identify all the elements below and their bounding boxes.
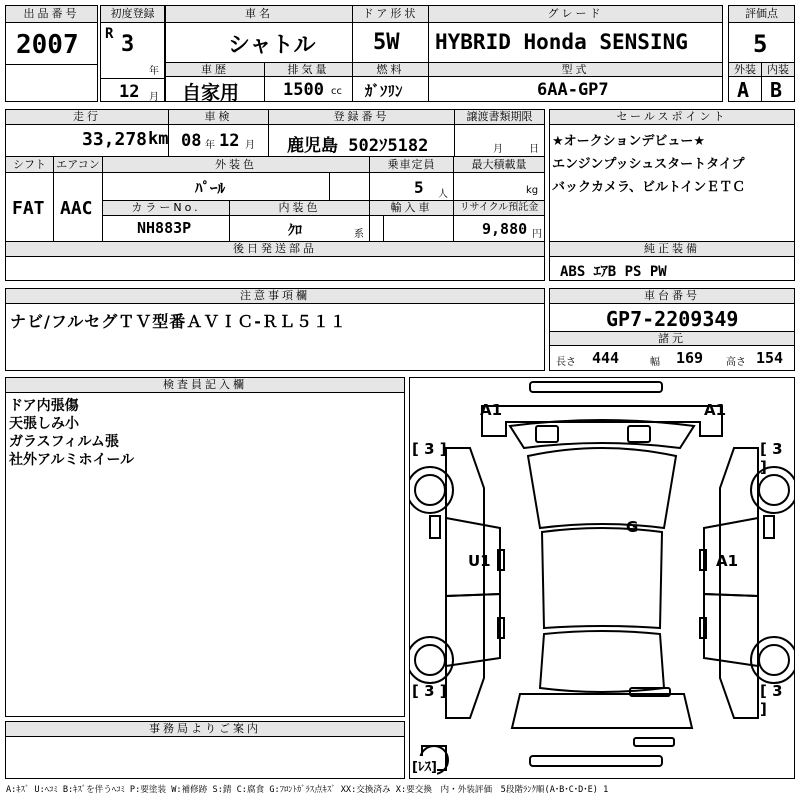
reg-year: 3 bbox=[121, 32, 135, 57]
era: R bbox=[105, 26, 114, 42]
year-unit: 年 bbox=[149, 66, 159, 77]
lot-label: 出品番号 bbox=[6, 6, 97, 23]
length-label: 長さ bbox=[556, 357, 576, 368]
mileage-value: 33,278 bbox=[82, 129, 148, 150]
capacity-label: 乗車定員 bbox=[370, 157, 453, 173]
inspector-line-4: 社外アルミホイール bbox=[9, 452, 135, 468]
recycle-label: リサイクル預託金 bbox=[454, 201, 544, 216]
model-label: 型式 bbox=[429, 63, 722, 77]
color-no-label: カラーNo. bbox=[103, 201, 229, 216]
first-registration-box bbox=[100, 5, 165, 102]
inspection-year-unit: 年 bbox=[205, 140, 215, 151]
inspector-line-2: 天張しみ小 bbox=[9, 416, 79, 432]
reg-month: 12 bbox=[119, 82, 140, 102]
damage-mark-left-door: U1 bbox=[468, 552, 491, 570]
interior-color-unit: 系 bbox=[354, 229, 364, 240]
fuel-box bbox=[352, 62, 429, 102]
doors-value: 5W bbox=[373, 30, 400, 55]
equipment-box bbox=[549, 241, 795, 281]
shift-box bbox=[5, 156, 54, 242]
height-label: 高さ bbox=[726, 357, 746, 368]
color-label: 外装色 bbox=[103, 157, 369, 173]
sales-points-label: セールスポイント bbox=[550, 110, 794, 125]
height-value: 154 bbox=[756, 349, 784, 367]
exterior-label: 外装 bbox=[729, 63, 761, 77]
shift-value: FAT bbox=[12, 198, 45, 219]
interior-box bbox=[761, 62, 795, 102]
transfer-box bbox=[454, 109, 545, 157]
plate-label: 登録番号 bbox=[269, 110, 454, 125]
lot-box bbox=[5, 5, 98, 102]
inspector-box bbox=[5, 377, 405, 717]
length-value: 444 bbox=[592, 349, 620, 367]
damage-mark-right-door: A1 bbox=[716, 552, 739, 570]
damage-legend: A:ｷｽﾞ U:ﾍｺﾐ B:ｷｽﾞを伴うﾍｺﾐ P:要塗装 W:補修跡 S:錆 C:腐食 G:ﾌﾛﾝﾄｶﾞﾗｽ点ｷｽﾞ XX:交換済み X:要交換 内・外装評価 5段階ﾗﾝｸ順(A･B･C･D･E) 1 bbox=[6, 785, 609, 795]
capacity-unit: 人 bbox=[438, 189, 448, 200]
exterior-box bbox=[728, 62, 762, 102]
office-label: 事務局よりご案内 bbox=[6, 722, 404, 737]
caution-value: ナビ/フルセグＴＶ型番ＡＶＩＣ-ＲＬ５１１ bbox=[10, 312, 347, 331]
load-unit: kg bbox=[526, 185, 539, 196]
color-no-box bbox=[102, 200, 230, 242]
recycle-value: 9,880 bbox=[482, 220, 528, 238]
damage-mark-right-rear-wheel: [ 3 ] bbox=[760, 682, 783, 718]
office-box bbox=[5, 721, 405, 779]
inspection-box bbox=[168, 109, 269, 157]
history-value: 自家用 bbox=[182, 82, 240, 104]
doors-box bbox=[352, 5, 429, 63]
inspection-label: 車検 bbox=[169, 110, 268, 125]
score-box bbox=[728, 5, 795, 63]
damage-mark-front-left: A1 bbox=[480, 401, 503, 419]
interior-label: 内装 bbox=[762, 63, 794, 77]
displacement-box bbox=[264, 62, 353, 102]
sales-point-2: エンジンプッシュスタートタイプ bbox=[552, 157, 745, 172]
aircon-value: AAC bbox=[60, 198, 93, 219]
damage-mark-left-front-wheel: [ 3 ] bbox=[412, 440, 447, 458]
inspection-year: 08 bbox=[181, 131, 202, 151]
equipment-label: 純正装備 bbox=[550, 242, 794, 257]
displacement-unit: cc bbox=[331, 86, 342, 97]
spare-tire-mark: [ﾚｽ] bbox=[412, 756, 437, 775]
inspection-month: 12 bbox=[219, 131, 240, 151]
displacement-label: 排気量 bbox=[265, 63, 352, 77]
lot-number: 2007 bbox=[16, 30, 79, 60]
name-label: 車名 bbox=[166, 6, 352, 23]
mileage-label: 走行 bbox=[6, 110, 168, 125]
name-box bbox=[165, 5, 353, 63]
later-parts-label: 後日発送部品 bbox=[6, 242, 544, 257]
later-parts-box bbox=[5, 241, 545, 281]
interior-color-label: 内装色 bbox=[230, 201, 369, 216]
recycle-box bbox=[453, 200, 545, 242]
chassis-box bbox=[549, 288, 795, 371]
interior-grade: B bbox=[770, 78, 783, 102]
load-label: 最大積載量 bbox=[454, 157, 544, 173]
width-label: 幅 bbox=[650, 357, 660, 368]
color-no-value: NH883P bbox=[137, 219, 192, 237]
interior-color-box bbox=[229, 200, 370, 242]
grade-box bbox=[428, 5, 723, 63]
transfer-label: 譲渡書類期限 bbox=[455, 110, 544, 125]
sales-points-box bbox=[549, 109, 795, 244]
history-box bbox=[165, 62, 265, 102]
transfer-day-unit: 日 bbox=[529, 144, 539, 155]
chassis-value: GP7-2209349 bbox=[606, 307, 739, 331]
recycle-unit: 円 bbox=[532, 229, 542, 240]
caution-label: 注意事項欄 bbox=[6, 289, 544, 304]
month-unit: 月 bbox=[149, 92, 159, 103]
model-box bbox=[428, 62, 723, 102]
damage-mark-right-front-wheel: [ 3 ] bbox=[760, 440, 783, 476]
grade-value: HYBRID Honda SENSING bbox=[435, 30, 688, 54]
car-name: シャトル bbox=[228, 33, 316, 58]
import-box bbox=[369, 200, 454, 242]
plate-box bbox=[268, 109, 455, 157]
inspection-month-unit: 月 bbox=[245, 140, 255, 151]
sales-point-1: ★オークションデビュー★ bbox=[552, 134, 706, 149]
color-value: ﾊﾟｰﾙ bbox=[195, 179, 226, 197]
damage-mark-windshield: G bbox=[626, 518, 639, 536]
inspector-line-3: ガラスフィルム張 bbox=[9, 434, 119, 450]
color-box bbox=[102, 156, 370, 201]
displacement-value: 1500 bbox=[283, 80, 324, 100]
aircon-box bbox=[53, 156, 103, 242]
first-reg-label: 初度登録 bbox=[101, 6, 164, 23]
exterior-grade: A bbox=[737, 78, 750, 102]
damage-mark-left-rear-wheel: [ 3 ] bbox=[412, 682, 447, 700]
load-box bbox=[453, 156, 545, 201]
transfer-month-unit: 月 bbox=[493, 144, 503, 155]
chassis-label: 車台番号 bbox=[550, 289, 794, 304]
mileage-box bbox=[5, 109, 169, 157]
model-value: 6AA-GP7 bbox=[537, 80, 609, 100]
import-label: 輸入車 bbox=[370, 201, 453, 216]
grade-label: グレード bbox=[429, 6, 722, 23]
history-label: 車歴 bbox=[166, 63, 264, 77]
inspector-label: 検査員記入欄 bbox=[6, 378, 404, 393]
capacity-value: 5 bbox=[414, 178, 424, 197]
equipment-value: ABS ｴｱB PS PW bbox=[560, 264, 667, 280]
spec-label: 諸元 bbox=[550, 331, 794, 346]
inspector-line-1: ドア内張傷 bbox=[9, 398, 79, 414]
fuel-label: 燃料 bbox=[353, 63, 428, 77]
fuel-value: ｶﾞｿﾘﾝ bbox=[365, 82, 403, 100]
capacity-box bbox=[369, 156, 454, 201]
aircon-label: エアコン bbox=[54, 157, 102, 173]
caution-box bbox=[5, 288, 545, 371]
car-diagram bbox=[410, 378, 794, 778]
shift-label: シフト bbox=[6, 157, 53, 173]
score-label: 評価点 bbox=[729, 6, 794, 23]
car-diagram-box bbox=[409, 377, 795, 779]
sales-point-3: バックカメラ、ビルトインＥＴＣ bbox=[552, 180, 746, 195]
plate-value: 鹿児島 502ｿ5182 bbox=[287, 136, 429, 156]
doors-label: ドア形状 bbox=[353, 6, 428, 23]
mileage-unit: km bbox=[148, 129, 169, 149]
score-value: 5 bbox=[753, 30, 768, 58]
width-value: 169 bbox=[676, 349, 704, 367]
interior-color-value: ｸﾛ bbox=[288, 223, 302, 239]
damage-mark-front-right: A1 bbox=[704, 401, 727, 419]
